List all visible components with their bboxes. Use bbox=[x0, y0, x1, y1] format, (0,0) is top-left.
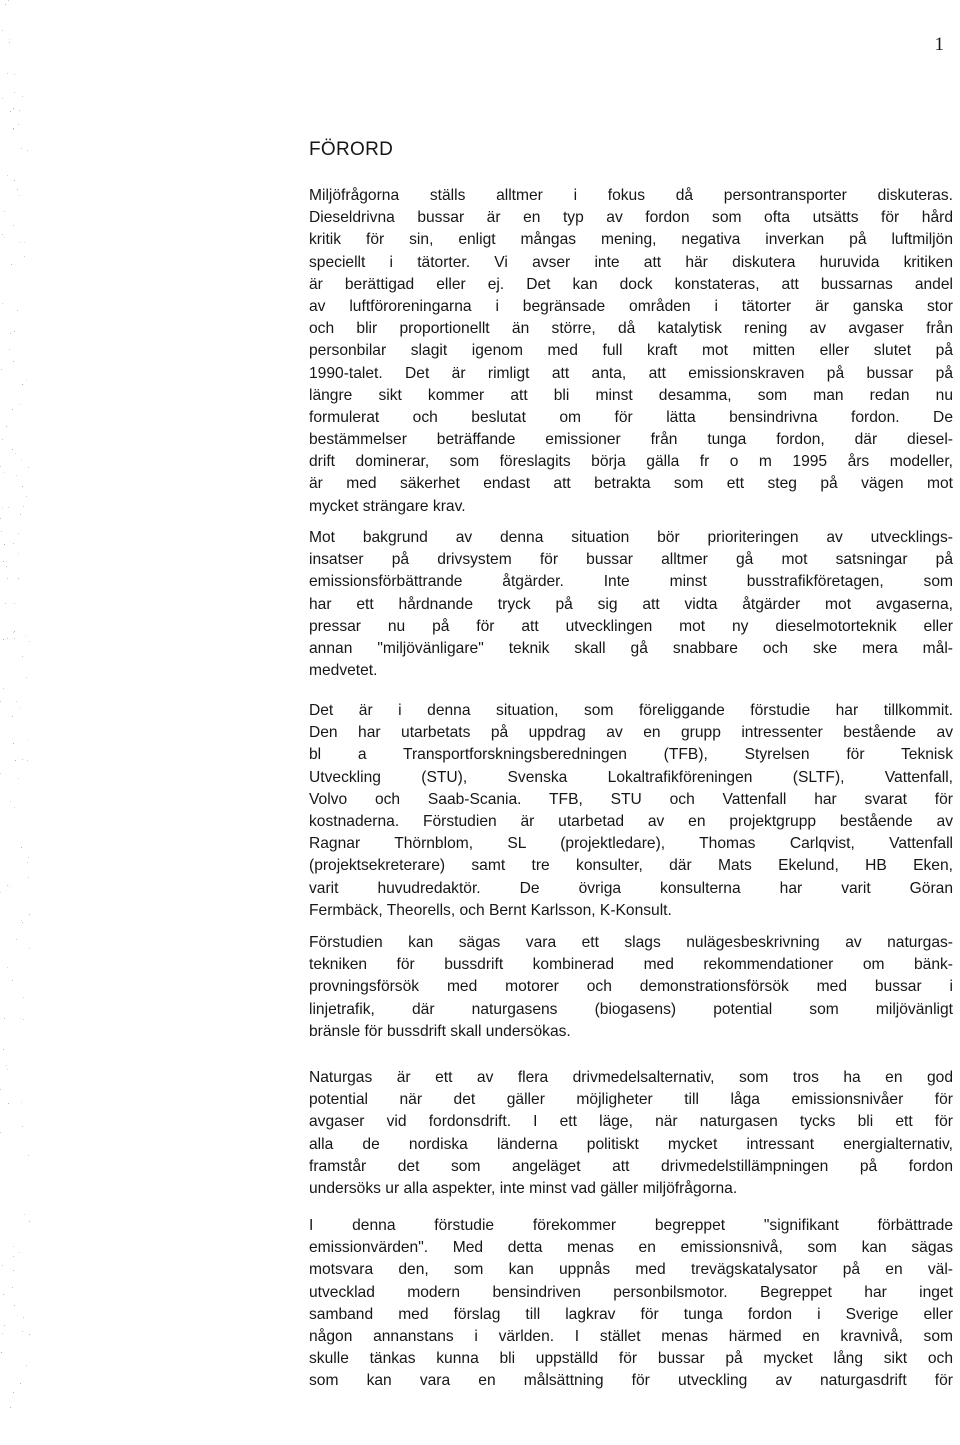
text-line: emissionsförbättrande åtgärder. Inte minst busstrafikföretagen, som bbox=[309, 573, 953, 591]
text-line: Förstudien kan sägas vara ett slags nulägesbeskrivning av naturgas- bbox=[309, 934, 953, 951]
text-line: Fermbäck, Theorells, och Bernt Karlsson, K-Konsult. bbox=[309, 901, 672, 919]
text-line: bränsle för bussdrift skall undersökas. bbox=[309, 1022, 571, 1040]
paragraph bbox=[309, 1067, 953, 1200]
text-line: linjetrafik, där naturgasens (biogasens) potential som miljövänligt bbox=[309, 1000, 953, 1018]
text-line: skulle tänkas kunna bli uppställd för bussar på mycket lång sikt och bbox=[309, 1350, 953, 1368]
text-line: undersöks ur alla aspekter, inte minst vad gäller miljöfrågorna. bbox=[309, 1179, 738, 1197]
text-line: Ragnar Thörnblom, SL (projektledare), Thomas Carlqvist, Vattenfall bbox=[309, 835, 953, 853]
text-line: av luftföroreningarna i begränsade områden i tätorter är ganska stor bbox=[309, 297, 953, 315]
text-line: Utveckling (STU), Svenska Lokaltrafikföreningen (SLTF), Vattenfall, bbox=[309, 768, 953, 786]
page-number: 1 bbox=[934, 34, 944, 55]
page-title: FÖRORD bbox=[309, 139, 394, 160]
paragraph bbox=[309, 700, 953, 922]
text-line: Miljöfrågorna ställs alltmer i fokus då persontransporter diskuteras. bbox=[309, 187, 953, 204]
text-line: Mot bakgrund av denna situation bör prioriteringen av utvecklings- bbox=[309, 529, 953, 546]
text-line: varit huvudredaktör. De övriga konsulterna har varit Göran bbox=[309, 879, 953, 897]
text-line: kostnaderna. Förstudien är utarbetad av en projektgrupp bestående av bbox=[309, 812, 953, 830]
text-line: framstår det som angeläget att drivmedelstillämpningen på fordon bbox=[309, 1157, 953, 1175]
text-line: Naturgas är ett av flera drivmedelsalternativ, som tros ha en god bbox=[309, 1069, 953, 1086]
text-line: Volvo och Saab-Scania. TFB, STU och Vattenfall har svarat för bbox=[309, 790, 953, 808]
text-line: alla de nordiska länderna politiskt mycket intressant energialternativ, bbox=[309, 1135, 953, 1153]
text-line: annan "miljövänligare" teknik skall gå snabbare och ske mera mål- bbox=[309, 639, 953, 657]
text-line: är berättigad eller ej. Det kan dock konstateras, att bussarnas andel bbox=[309, 275, 953, 293]
text-line: och blir proportionellt än större, då katalytisk rening av avgaser från bbox=[309, 320, 953, 338]
text-line: kritik för sin, enligt mångas mening, negativa inverkan på luftmiljön bbox=[309, 231, 953, 249]
text-line: avgaser vid fordonsdrift. I ett läge, när naturgasen tycks bli ett för bbox=[309, 1113, 953, 1131]
text-line: emissionvärden". Med detta menas en emissionsnivå, som kan sägas bbox=[309, 1239, 953, 1257]
text-line: Det är i denna situation, som föreliggande förstudie har tillkommit. bbox=[309, 702, 953, 719]
text-line: provningsförsök med motorer och demonstrationsförsök med bussar i bbox=[309, 978, 953, 996]
paragraph bbox=[309, 185, 953, 518]
text-line: speciellt i tätorter. Vi avser inte att här diskutera huruvida kritiken bbox=[309, 253, 953, 271]
text-line: samband med förslag till lagkrav för tunga fordon i Sverige eller bbox=[309, 1305, 953, 1323]
paragraph bbox=[309, 1215, 953, 1393]
text-line: bl a Transportforskningsberedningen (TFB), Styrelsen för Teknisk bbox=[309, 746, 953, 764]
text-line: drift dominerar, som föreslagits börja gälla fr o m 1995 års modeller, bbox=[309, 453, 953, 471]
text-line: potential när det gäller möjligheter till låga emissionsnivåer för bbox=[309, 1091, 953, 1109]
text-line: är med säkerhet endast att betrakta som ett steg på vägen mot bbox=[309, 475, 953, 493]
text-line: har ett hårdnande tryck på sig att vidta åtgärder mot avgaserna, bbox=[309, 595, 953, 613]
text-line: utvecklad modern bensindriven personbilsmotor. Begreppet har inget bbox=[309, 1283, 953, 1301]
text-line: längre sikt kommer att bli minst desamma, som man redan nu bbox=[309, 386, 953, 404]
text-line: medvetet. bbox=[309, 662, 378, 680]
text-line: formulerat och beslutat om för lätta bensindrivna fordon. De bbox=[309, 408, 953, 426]
scan-margin-artifacts bbox=[0, 0, 40, 1445]
text-line: mycket strängare krav. bbox=[309, 497, 466, 515]
text-line: Dieseldrivna bussar är en typ av fordon som ofta utsätts för hård bbox=[309, 209, 953, 227]
text-line: motsvara den, som kan uppnås med trevägskatalysator på en väl- bbox=[309, 1261, 953, 1279]
text-line: som kan vara en målsättning för utveckling av naturgasdrift för bbox=[309, 1372, 953, 1390]
text-line: I denna förstudie förekommer begreppet "signifikant förbättrade bbox=[309, 1217, 953, 1234]
text-line: 1990-talet. Det är rimligt att anta, att emissionskraven på bussar på bbox=[309, 364, 953, 382]
text-line: bestämmelser beträffande emissioner från tunga fordon, där diesel- bbox=[309, 431, 953, 449]
text-line: insatser på drivsystem för bussar alltmer gå mot satsningar på bbox=[309, 551, 953, 569]
text-line: någon annanstans i världen. I stället menas härmed en kravnivå, som bbox=[309, 1327, 953, 1345]
paragraph bbox=[309, 932, 953, 1043]
text-line: Den har utarbetats på uppdrag av en grupp intressenter bestående av bbox=[309, 724, 953, 742]
text-line: (projektsekreterare) samt tre konsulter, där Mats Ekelund, HB Eken, bbox=[309, 857, 953, 875]
paragraph bbox=[309, 527, 953, 682]
text-line: pressar nu på för att utvecklingen mot ny dieselmotorteknik eller bbox=[309, 617, 953, 635]
text-line: personbilar slagit igenom med full kraft mot mitten eller slutet på bbox=[309, 342, 953, 360]
text-line: tekniken för bussdrift kombinerad med rekommendationer om bänk- bbox=[309, 956, 953, 974]
